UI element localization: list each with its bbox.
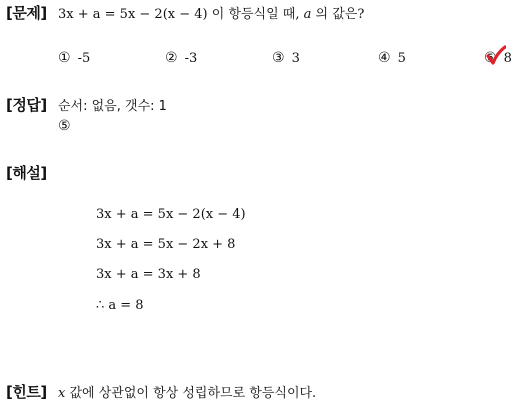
choice-3-value: 3 xyxy=(291,51,300,66)
answer-text: 순서: 없음, 갯수: 1 xyxy=(58,99,167,114)
choice-4[interactable] xyxy=(378,50,406,66)
choice-2-value: -3 xyxy=(184,51,198,66)
choice-4-number: ④ xyxy=(378,50,391,66)
choice-1[interactable] xyxy=(58,50,90,66)
choice-5-number: ⑤ xyxy=(484,50,497,66)
choice-1-number: ① xyxy=(58,50,71,66)
question-ask: 의 값은? xyxy=(315,7,365,22)
question-statement: 이 항등식일 때, xyxy=(211,7,300,22)
explanation-step-4: ∴ a = 8 xyxy=(96,298,144,313)
hint-variable: x xyxy=(58,386,66,401)
hint-text xyxy=(58,382,316,401)
question-variable: a xyxy=(303,7,312,22)
question-equation: 3x + a = 5x − 2(x − 4) xyxy=(58,7,208,22)
hint-label: [힌트] xyxy=(6,383,47,401)
answer-label: [정답] xyxy=(6,96,47,114)
explanation-step-3: 3x + a = 3x + 8 xyxy=(96,267,201,282)
hint-statement: 값에 상관없이 항상 성립하므로 항등식이다. xyxy=(69,386,317,401)
choice-3[interactable] xyxy=(272,50,300,66)
check-mark-icon xyxy=(486,45,506,67)
explanation-step-1: 3x + a = 5x − 2(x − 4) xyxy=(96,207,246,222)
choice-2-number: ② xyxy=(165,50,178,66)
choice-2[interactable] xyxy=(165,50,197,66)
question-text xyxy=(58,3,364,22)
choice-4-value: 5 xyxy=(397,51,406,66)
answer-choice: ⑤ xyxy=(58,118,71,134)
question-label: [문제] xyxy=(6,4,47,22)
choice-1-value: -5 xyxy=(77,51,91,66)
choice-3-number: ③ xyxy=(272,50,285,66)
explanation-step-2: 3x + a = 5x − 2x + 8 xyxy=(96,237,236,252)
explanation-label: [해설] xyxy=(6,164,47,182)
choice-5-value: 8 xyxy=(503,51,512,66)
